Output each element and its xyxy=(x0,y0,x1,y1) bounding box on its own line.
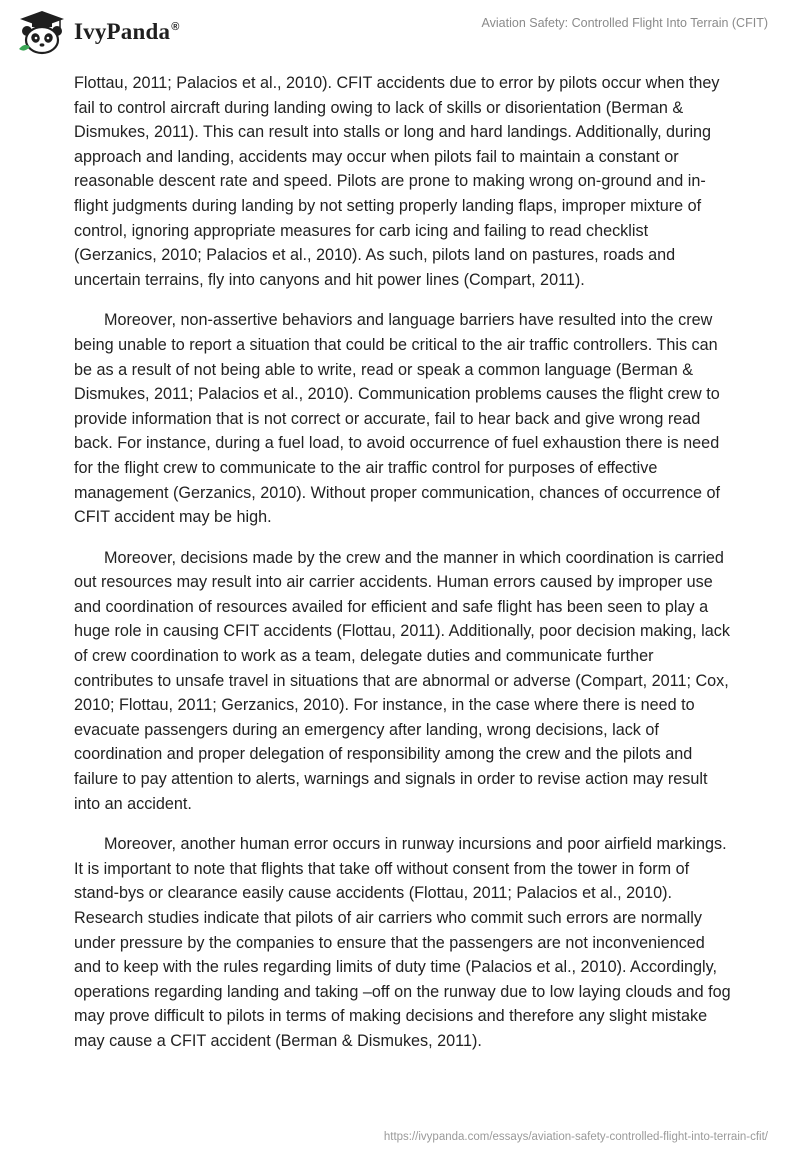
essay-body xyxy=(74,71,734,1070)
panda-graduate-icon xyxy=(16,9,68,55)
registered-mark: ® xyxy=(171,21,180,34)
paragraph-4: Moreover, another human error occurs in runway incursions and poor airfield markings. It is important to note that flights that take off without consent from the tower in form of stand-bys or clearance easily cause accidents (Flottau, 2011; Palacios et al., 2010). Research studies indicate that pilots of air carriers who commit such errors are normally under pressure by the companies to ensure that the passengers are not inconvenienced and to keep with the rules regarding limits of duty time (Palacios et al., 2010). Accordingly, operations regarding landing and taking –off on the runway due to low laying clouds and fog may prove difficult to pilots in terms of making decisions and therefore any slight mistake may cause a CFIT accident (Berman & Dismukes, 2011). xyxy=(74,835,731,1050)
paragraph-3: Moreover, decisions made by the crew and the manner in which coordination is carried out resources may result into air carrier accidents. Human errors caused by improper use and coordination of resources availed for efficient and safe flight has been seen to play a huge role in causing CFIT accidents (Flottau, 2011). Additionally, poor decision making, lack of crew coordination to work as a team, delegate duties and communicate further contributes to unsafe travel in situations that are abnormal or adverse (Compart, 2011; Cox, 2010; Flottau, 2011; Gerzanics, 2010). For instance, in the case where there is need to evacuate passengers during an emergency after landing, wrong decisions, lack of coordination and proper delegation of responsibility among the crew and the pilots and failure to pay attention to alerts, warnings and signals in order to revise action may result into an accident. xyxy=(74,548,730,813)
ivypanda-logo[interactable] xyxy=(16,9,180,55)
brand-name: IvyPanda® xyxy=(74,19,180,44)
paragraph-1: Flottau, 2011; Palacios et al., 2010). CFIT accidents due to error by pilots occur when they fail to control aircraft during landing owing to lack of skills or disorientation (Berman & Dismukes, 2011). This can result into stalls or long and hard landings. Additionally, during approach and landing, accidents may occur when pilots fail to maintain a constant or reasonable descent rate and speed. Pilots are prone to making wrong on-ground and in-flight judgments during landing by not setting properly landing flaps, improper mixture of control, ignoring appropriate measures for carb icing and failing to read checklist (Gerzanics, 2010; Palacios et al., 2010). As such, pilots land on pastures, roads and uncertain terrains, fly into canyons and hit power lines (Compart, 2011). xyxy=(74,74,720,289)
paragraph-2: Moreover, non-assertive behaviors and language barriers have resulted into the crew being unable to report a situation that could be critical to the air traffic controllers. This can be as a result of not being able to write, read or speak a common language (Berman & Dismukes, 2011; Palacios et al., 2010). Communication problems causes the flight crew to provide information that is not correct or accurate, fail to hear back and give wrong read back. For instance, during a fuel load, to avoid occurrence of fuel exhaustion there is need for the flight crew to communicate to the air traffic control for purposes of effective management (Gerzanics, 2010). Without proper communication, chances of occurrence of CFIT accident may be high. xyxy=(74,311,721,527)
source-url[interactable]: https://ivypanda.com/essays/aviation-safety-controlled-flight-into-terrain-cfit/ xyxy=(383,1131,768,1143)
document-title: Aviation Safety: Controlled Flight Into Terrain (CFIT) xyxy=(481,16,768,30)
page-header xyxy=(0,0,800,64)
